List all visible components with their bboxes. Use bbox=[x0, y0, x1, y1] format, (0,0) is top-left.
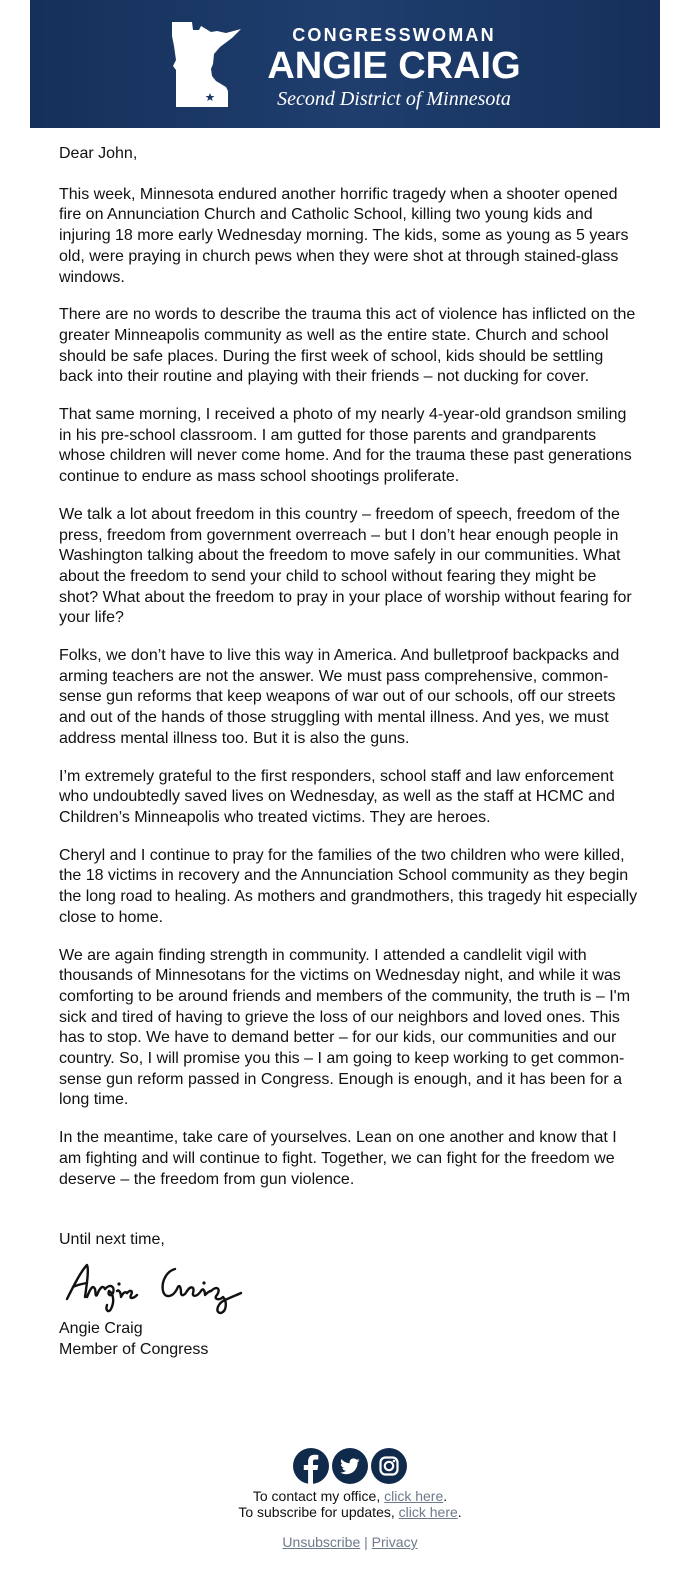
letter-body bbox=[59, 144, 639, 1360]
paragraph-6: I’m extremely grateful to the first responders, school staff and law enforcement who undoubtedly saved lives on Wednesday, as well as the staff at HCMC and Children’s Minneapolis who treated victims. They are heroes. bbox=[59, 767, 615, 826]
footer-links bbox=[0, 1534, 700, 1550]
subscribe-text: To subscribe for updates, bbox=[238, 1504, 399, 1520]
subscribe-line bbox=[0, 1504, 700, 1520]
paragraph-1: This week, Minnesota endured another horrific tragedy when a shooter opened fire on Annunciation Church and Catholic School, killing two young kids and injuring 18 more early Wednesday morning. The kids, some as young as 5 years old, were praying in church pews when they were shot at through stained-glass windows. bbox=[59, 185, 629, 286]
handwritten-signature bbox=[63, 1257, 253, 1315]
facebook-icon[interactable] bbox=[293, 1448, 329, 1484]
paragraph-7: Cheryl and I continue to pray for the families of the two children who were killed, the 18 victims in recovery and the Annunciation School community as they begin the long road to healing. As mothers and grandmothers, this tragedy hit especially close to home. bbox=[59, 846, 638, 926]
header-name: ANGIE CRAIG bbox=[267, 45, 521, 87]
contact-period: . bbox=[443, 1488, 448, 1504]
instagram-icon[interactable] bbox=[371, 1448, 407, 1484]
paragraph-3: That same morning, I received a photo of my nearly 4-year-old grandson smiling in his pre-school classroom. I am gutted for those parents and grandparents whose children will never come home. And for the trauma these past generations continue to endure as mass school shootings proliferate. bbox=[59, 406, 632, 486]
contact-link[interactable]: click here bbox=[384, 1488, 444, 1504]
footer bbox=[0, 1448, 700, 1550]
subscribe-link[interactable]: click here bbox=[398, 1504, 458, 1520]
unsubscribe-link[interactable]: Unsubscribe bbox=[282, 1534, 361, 1550]
header-title-prefix: CONGRESSWOMAN bbox=[292, 25, 496, 45]
link-separator: | bbox=[360, 1534, 372, 1550]
minnesota-state-icon bbox=[170, 20, 242, 108]
header-banner bbox=[30, 0, 660, 128]
greeting: Dear John, bbox=[59, 145, 138, 162]
signer-title: Member of Congress bbox=[59, 1340, 209, 1358]
subscribe-period: . bbox=[457, 1504, 462, 1520]
signer-name: Angie Craig bbox=[59, 1319, 143, 1337]
privacy-link[interactable]: Privacy bbox=[371, 1534, 418, 1550]
contact-line bbox=[0, 1488, 700, 1504]
paragraph-4: We talk a lot about freedom in this country – freedom of speech, freedom of the press, freedom from government overreach – but I don’t hear enough people in Washington talking about the freedom to move safely in our communities. What about the freedom to send your child to school without fearing they might be shot? What about the freedom to pray in your place of worship without fearing for your life? bbox=[59, 505, 632, 627]
paragraph-2: There are no words to describe the trauma this act of violence has inflicted on the greater Minneapolis community as well as the entire state. Church and school should be safe places. During the first week of school, kids should be settling back into their routine and playing with their friends – not ducking for cover. bbox=[59, 306, 636, 386]
signer-block bbox=[59, 1319, 639, 1360]
paragraph-9: In the meantime, take care of yourselves. Lean on one another and know that I am fighting and will continue to fight. Together, we can fight for the freedom we deserve – the freedom from gun violence. bbox=[59, 1129, 617, 1188]
closing: Until next time, bbox=[59, 1231, 165, 1249]
header-district: Second District of Minnesota bbox=[277, 88, 511, 110]
paragraph-5: Folks, we don’t have to live this way in America. And bulletproof backpacks and arming teachers are not the answer. We must pass comprehensive, common-sense gun reforms that keep weapons of war out of our schools, off our streets and out of the hands of those struggling with mental illness. And yes, we must address mental illness too. But it is also the guns. bbox=[59, 647, 620, 747]
paragraph-8: We are again finding strength in community. I attended a candlelit vigil with thousands of Minnesotans for the victims on Wednesday night, and while it was comforting to be around friends and members of the community, the truth is – I'm sick and tired of having to grieve the loss of our neighbors and loved ones. This has to stop. We have to demand better – for our kids, our communities and our country. So, I will promise you this – I am going to keep working to get common-sense gun reform passed in Congress. Enough is enough, and it has been for a long time. bbox=[59, 946, 631, 1109]
contact-text: To contact my office, bbox=[252, 1488, 385, 1504]
social-links bbox=[0, 1448, 700, 1484]
twitter-icon[interactable] bbox=[332, 1448, 368, 1484]
